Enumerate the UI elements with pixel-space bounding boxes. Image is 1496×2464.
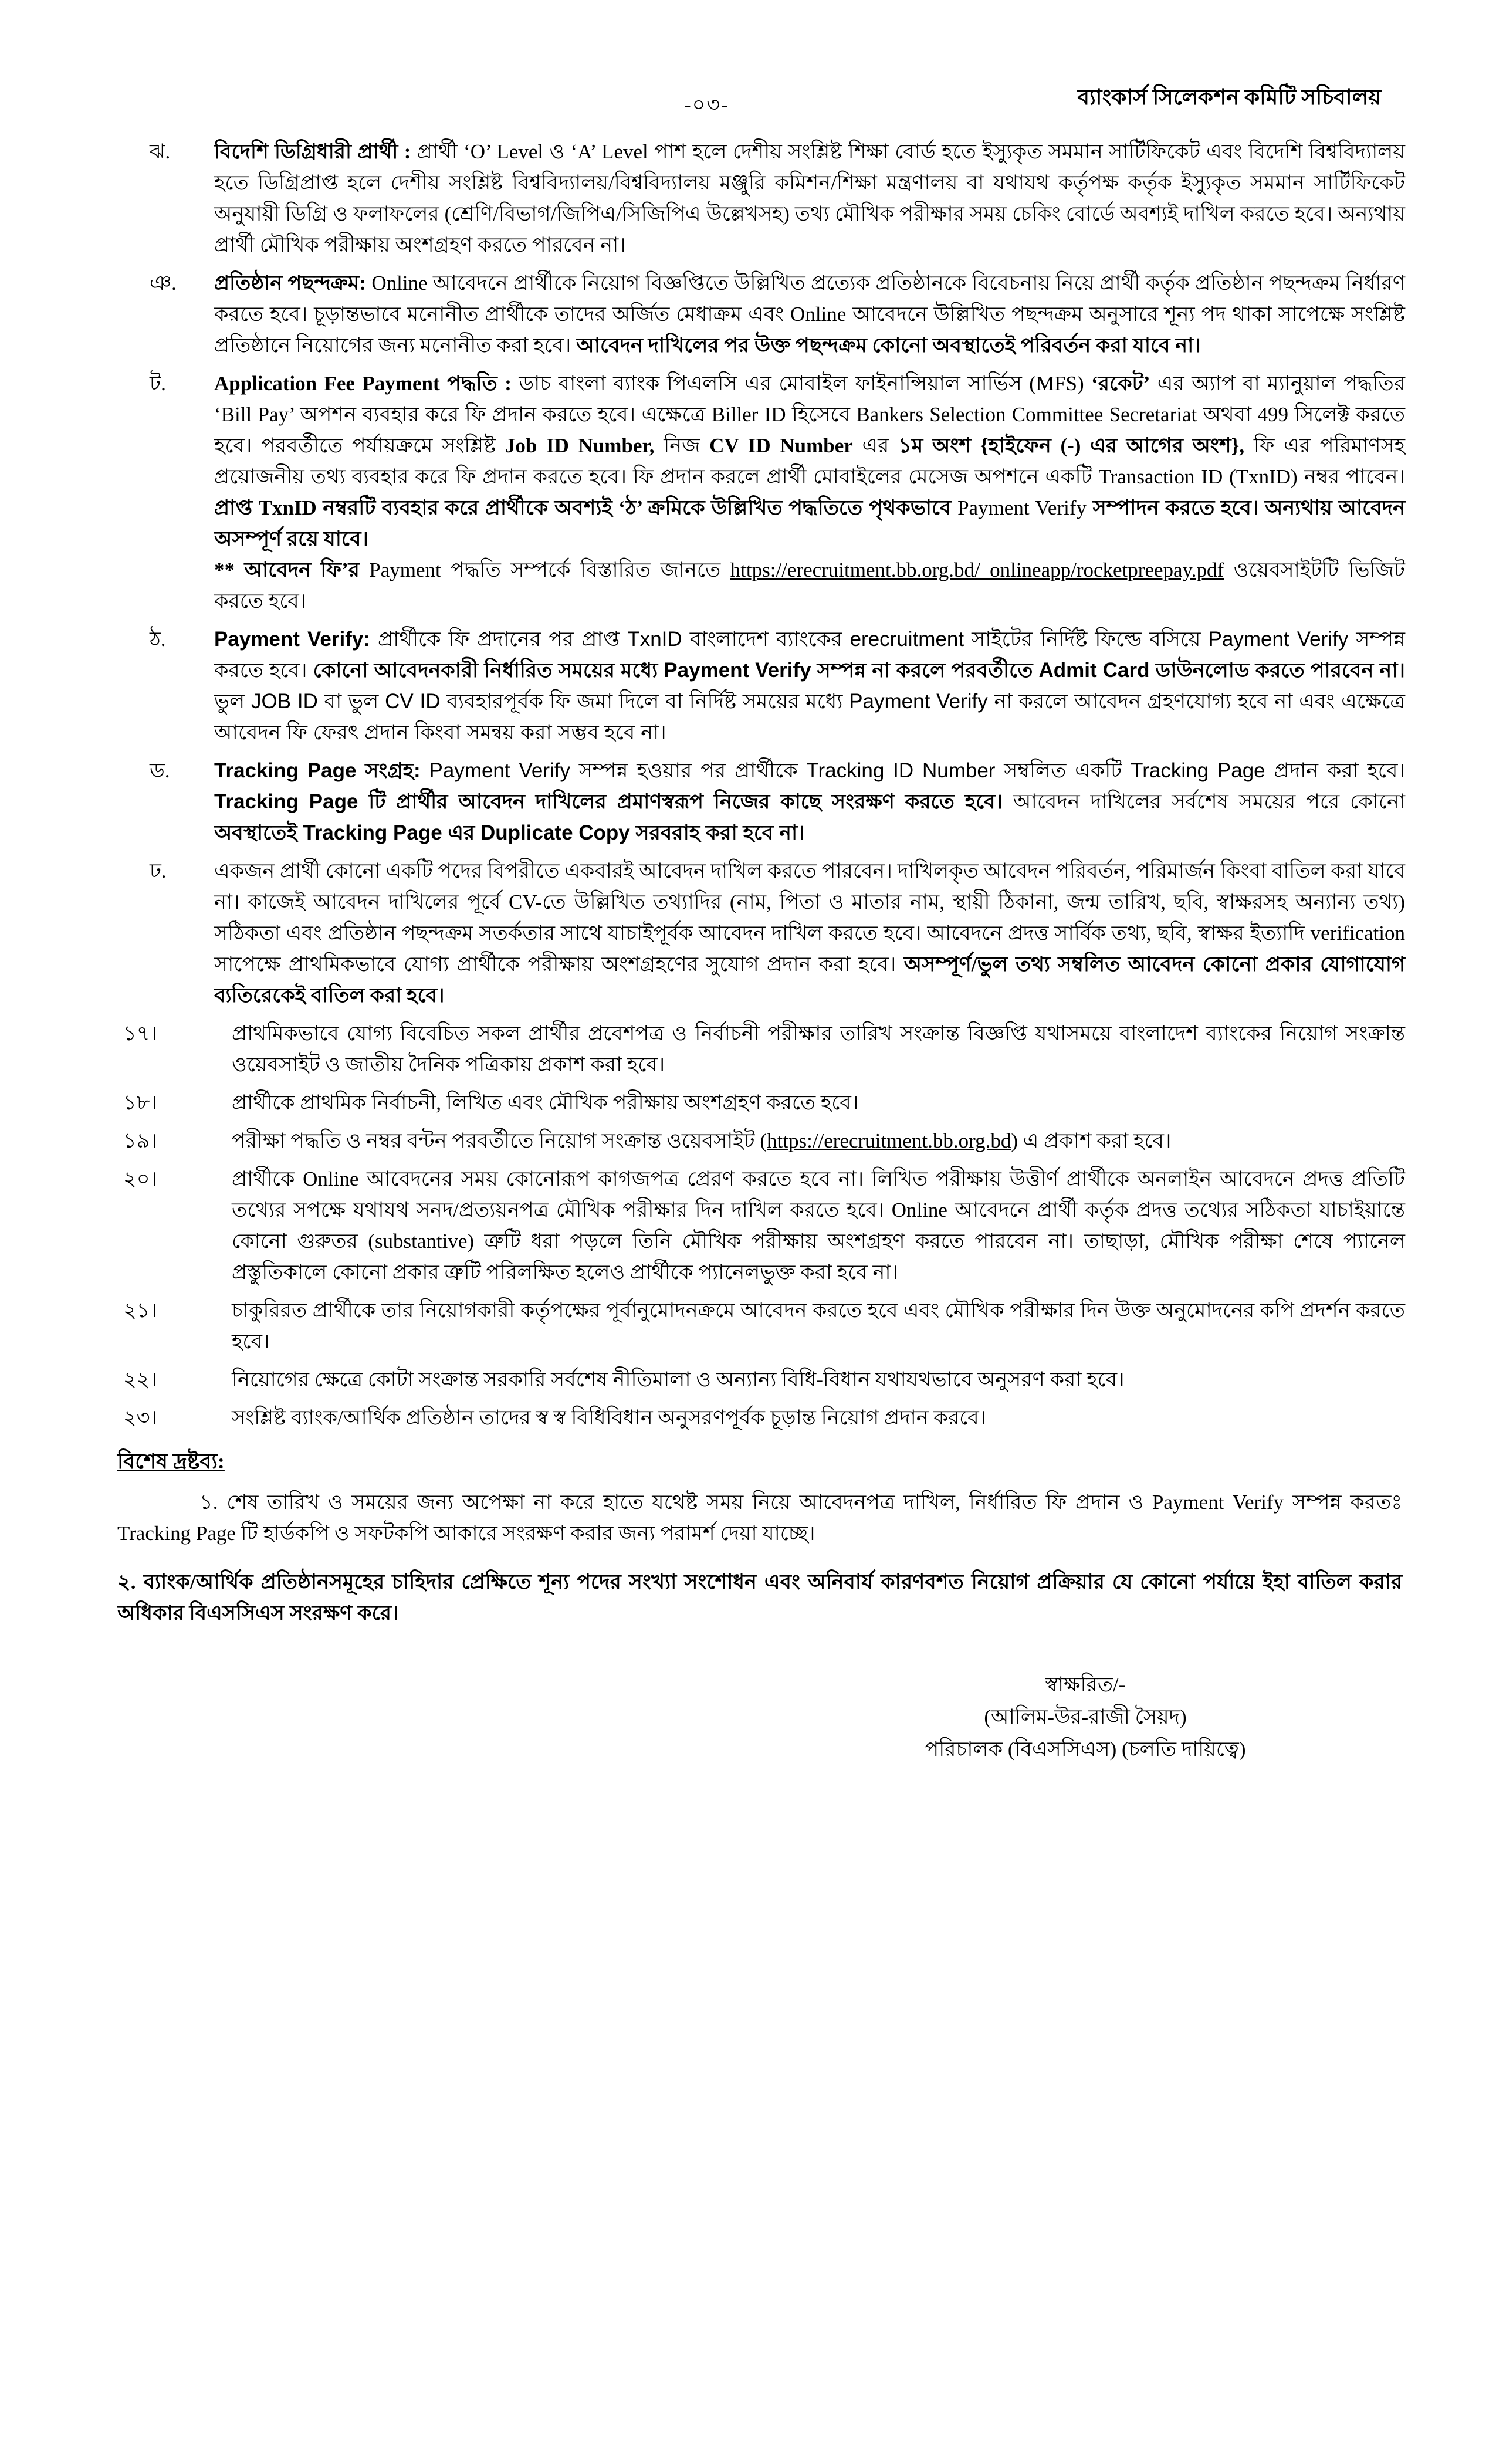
signed-label: স্বাক্ষরিত/- [1045,1673,1126,1696]
item-label-tha: ঠ. [150,628,166,651]
special-note-2: ২. ব্যাংক/আর্থিক প্রতিষ্ঠানসমূহের চাহিদার প্রেক্ষিতে শূন্য পদের সংখ্যা সংশোধন এবং অনিবার্য কারণবশত নিয়োগ প্রক্রিয়ার যে কোনো পর্যায়ে ইহা বাতিল করার অধিকার বিএসসিএস সংরক্ষণ করে। [117,1571,1402,1624]
item-text-dha: একজন প্রার্থী কোনো একটি পদের বিপরীতে একবারই আবেদন দাখিল করতে পারবেন। দাখিলকৃত আবেদন পরিবর্তন, পরিমার্জন কিংবা বাতিল করা যাবে না। কাজেই আবেদন দাখিলের পূর্বে CV-তে উল্লিখিত তথ্যাদির (নাম, পিতা ও মাতার নাম, স্থায়ী ঠিকানা, জন্ম তারিখ, ছবি, স্বাক্ষরসহ অন্যান্য তথ্য) সঠিকতা এবং প্রতিষ্ঠান পছন্দক্রম সতর্কতার সাথে যাচাইপূর্বক আবেদন দাখিল করতে হবে। আবেদনে প্রদত্ত সার্বিক তথ্য, ছবি, স্বাক্ষর ইত্যাদি verification সাপেক্ষে প্রাথমিকভাবে যোগ্য প্রার্থীকে পরীক্ষায় অংশগ্রহণের সুযোগ প্রদান করা হবে। অসম্পূর্ণ/ভুল তথ্য সম্বলিত আবেদন কোনো প্রকার যোগাযোগ ব্যতিরেকেই বাতিল করা হবে। [214,859,1405,1007]
signatory-name: (আলিম-উর-রাজী সৈয়দ) [984,1705,1187,1728]
org-title: ব্যাংকার্স সিলেকশন কমিটি সচিবালয় [1077,86,1381,110]
rocket-prepay-link[interactable]: https://erecruitment.bb.org.bd/ onlineapp/rocketpreepay.pdf [730,559,1224,581]
list-item-da [150,755,1405,848]
list-item-19 [123,1125,1405,1156]
item-text-21: চাকুরিরত প্রার্থীকে তার নিয়োগকারী কর্তৃপক্ষের পূর্বানুমোদনক্রমে আবেদন করতে হবে এবং মৌখিক পরীক্ষার দিন উক্ত অনুমোদনের কপি প্রদর্শন করতে হবে। [232,1299,1405,1353]
list-item-23 [123,1402,1405,1433]
item-text-nio: প্রতিষ্ঠান পছন্দক্রম: Online আবেদনে প্রার্থীকে নিয়োগ বিজ্ঞপ্তিতে উল্লিখিত প্রত্যেক প্রতিষ্ঠানকে বিবেচনায় নিয়ে প্রার্থী কর্তৃক প্রতিষ্ঠান পছন্দক্রম নির্ধারণ করতে হবে। চূড়ান্তভাবে মনোনীত প্রার্থীকে তাদের অর্জিত মেধাক্রম এবং Online আবেদনে উল্লিখিত পছন্দক্রম অনুসারে শূন্য পদ থাকা সাপেক্ষে সংশ্লিষ্ট প্রতিষ্ঠানে নিয়োগের জন্য মনোনীত করা হবে। আবেদন দাখিলের পর উক্ত পছন্দক্রম কোনো অবস্থাতেই পরিবর্তন করা যাবে না। [214,272,1405,357]
item-text-jha: বিদেশি ডিগ্রিধারী প্রার্থী : প্রার্থী ‘O’ Level ও ‘A’ Level পাশ হলে দেশীয় সংশ্লিষ্ট শিক্ষা বোর্ড হতে ইস্যুকৃত সমমান সার্টিফিকেট এবং বিদেশি বিশ্ববিদ্যালয় হতে ডিগ্রিপ্রাপ্ত হলে দেশীয় সংশ্লিষ্ট বিশ্ববিদ্যালয়/বিশ্ববিদ্যালয় মঞ্জুরি কমিশন/শিক্ষা মন্ত্রণালয় বা যথাযথ কর্তৃপক্ষ কর্তৃক ইস্যুকৃত সমমান সার্টিফিকেট অনুযায়ী ডিগ্রি ও ফলাফলের (শ্রেণি/বিভাগ/জিপিএ/সিজিপিএ উল্লেখসহ) তথ্য মৌখিক পরীক্ষার সময় চেকিং বোর্ডে অবশ্যই দাখিল করতে হবে। অন্যথায় প্রার্থী মৌখিক পরীক্ষায় অংশগ্রহণ করতে পারবেন না। [214,140,1405,256]
clause-heading: বিদেশি ডিগ্রিধারী প্রার্থী : [214,140,411,163]
special-note-1: ১. শেষ তারিখ ও সময়ের জন্য অপেক্ষা না করে হাতে যথেষ্ট সময় নিয়ে আবেদনপত্র দাখিল, নির্ধারিত ফি প্রদান ও Payment Verify সম্পন্ন করতঃ Tracking Page টি হার্ডকপি ও সফটকপি আকারে সংরক্ষণ করার জন্য পরামর্শ দেয়া যাচ্ছে। [117,1491,1402,1545]
signatory-title: পরিচালক (বিএসসিএস) (চলতি দায়িত্বে) [925,1738,1246,1761]
list-item-jha [150,136,1405,260]
document-body [0,136,1496,1765]
item-text-20: প্রার্থীকে Online আবেদনের সময় কোনোরূপ কাগজপত্র প্রেরণ করতে হবে না। লিখিত পরীক্ষায় উত্তীর্ণ প্রার্থীকে অনলাইন আবেদনে প্রদত্ত প্রতিটি তথ্যের সপক্ষে যথাযথ সনদ/প্রত্যয়নপত্র মৌখিক পরীক্ষার দিন দাখিল করতে হবে। Online আবেদনে প্রার্থী কর্তৃক প্রদত্ত তথ্যের সঠিকতা যাচাইয়ান্তে কোনো গুরুতর (substantive) ত্রুটি ধরা পড়লে তিনি মৌখিক পরীক্ষায় অংশগ্রহণ করতে পারবেন না। তাছাড়া, মৌখিক পরীক্ষা শেষে প্যানেল প্রস্তুতিকালে কোনো প্রকার ত্রুটি পরিলক্ষিত হলেও প্রার্থীকে প্যানেলভুক্ত করা হবে না। [232,1167,1405,1284]
clause-heading: প্রতিষ্ঠান পছন্দক্রম: [214,272,366,295]
list-item-dha [150,855,1405,1011]
list-item-20 [123,1163,1405,1288]
clause-heading: Application Fee Payment পদ্ধতি : [214,372,512,395]
signature-block [880,1668,1291,1765]
list-item-18 [123,1087,1405,1118]
special-note-heading: বিশেষ দ্রষ্টব্য: [117,1450,225,1473]
item-label-18: ১৮। [123,1091,157,1114]
item-text-23: সংশ্লিষ্ট ব্যাংক/আর্থিক প্রতিষ্ঠান তাদের স্ব স্ব বিধিবিধান অনুসরণপূর্বক চূড়ান্ত নিয়োগ প্রদান করবে। [232,1406,987,1429]
page-number: -০৩- [684,93,729,116]
item-text-da: Tracking Page সংগ্রহ: Payment Verify সম্পন্ন হওয়ার পর প্রার্থীকে Tracking ID Number সম্বলিত একটি Tracking Page প্রদান করা হবে। Tracking Page টি প্রার্থীর আবেদন দাখিলের প্রমাণস্বরূপ নিজের কাছে সংরক্ষণ করতে হবে। আবেদন দাখিলের সর্বশেষ সময়ের পরে কোনো অবস্থাতেই Tracking Page এর Duplicate Copy সরবরাহ করা হবে না। [214,759,1405,844]
erecruitment-link[interactable]: https://erecruitment.bb.org.bd [767,1129,1011,1152]
list-item-nio [150,268,1405,361]
item-label-19: ১৯। [123,1129,157,1152]
item-text-22: নিয়োগের ক্ষেত্রে কোটা সংক্রান্ত সরকারি সর্বশেষ নীতিমালা ও অন্যান্য বিধি-বিধান যথাযথভাবে অনুসরণ করা হবে। [232,1368,1125,1391]
fee-info-note: ** আবেদন ফি’র Payment পদ্ধতি সম্পর্কে বিস্তারিত জানতে https://erecruitment.bb.org.bd/ onlineapp/rocketpreepay.pdf ওয়েবসাইটটি ভিজিট করতে হবে। [214,559,1405,612]
item-label-22: ২২। [123,1368,158,1391]
item-label-ta: ট. [150,372,166,395]
clause-heading: Payment Verify: [214,628,370,651]
item-label-jha: ঝ. [150,140,171,163]
item-label-da: ড. [150,759,170,782]
item-label-23: ২৩। [123,1406,158,1429]
item-text-19: পরীক্ষা পদ্ধতি ও নম্বর বন্টন পরবর্তীতে নিয়োগ সংক্রান্ত ওয়েবসাইট (https://erecruitment.bb.org.bd) এ প্রকাশ করা হবে। [232,1129,1172,1152]
list-item-21 [123,1295,1405,1357]
item-text-18: প্রার্থীকে প্রাথমিক নির্বাচনী, লিখিত এবং মৌখিক পরীক্ষায় অংশগ্রহণ করতে হবে। [232,1091,859,1114]
item-label-dha: ঢ. [150,859,167,882]
list-item-ta [150,368,1405,617]
item-label-21: ২১। [123,1299,157,1322]
list-item-22 [123,1364,1405,1395]
item-label-17: ১৭। [123,1022,157,1045]
item-label-20: ২০। [123,1167,158,1190]
item-label-nio: ঞ. [150,272,177,295]
item-text-ta: Application Fee Payment পদ্ধতি : ডাচ বাংলা ব্যাংক পিএলসি এর মোবাইল ফাইনান্সিয়াল সার্ভিস (MFS) ‘রকেট’ এর অ্যাপ বা ম্যানুয়াল পদ্ধতির ‘Bill Pay’ অপশন ব্যবহার করে ফি প্রদান করতে হবে। এক্ষেত্রে Biller ID হিসেবে Bankers Selection Committee Secretariat অথবা 499 সিলেক্ট করতে হবে। পরবর্তীতে পর্যায়ক্রমে সংশ্লিষ্ট Job ID Number, নিজ CV ID Number এর ১ম অংশ {হাইফেন (-) এর আগের অংশ}, ফি এর পরিমাণসহ প্রয়োজনীয় তথ্য ব্যবহার করে ফি প্রদান করতে হবে। ফি প্রদান করলে প্রার্থী মোবাইলের মেসেজ অপশনে একটি Transaction ID (TxnID) নম্বর পাবেন। প্রাপ্ত TxnID নম্বরটি ব্যবহার করে প্রার্থীকে অবশ্যই ‘ঠ’ ক্রমিকে উল্লিখিত পদ্ধতিতে পৃথকভাবে Payment Verify সম্পাদন করতে হবে। অন্যথায় আবেদন অসম্পূর্ণ রয়ে যাবে। ** আবেদন ফি’র Payment পদ্ধতি সম্পর্কে বিস্তারিত জানতে https://erecruitment.bb.org.bd/ onlineapp/rocketpreepay.pdf ওয়েবসাইটটি ভিজিট করতে হবে। [214,368,1405,617]
list-item-tha [150,624,1405,748]
item-text-17: প্রাথমিকভাবে যোগ্য বিবেচিত সকল প্রার্থীর প্রবেশপত্র ও নির্বাচনী পরীক্ষার তারিখ সংক্রান্ত বিজ্ঞপ্তি যথাসময়ে বাংলাদেশ ব্যাংকের নিয়োগ সংক্রান্ত ওয়েবসাইট ও জাতীয় দৈনিক পত্রিকায় প্রকাশ করা হবে। [232,1022,1405,1076]
item-text-tha: Payment Verify: প্রার্থীকে ফি প্রদানের পর প্রাপ্ত TxnID বাংলাদেশ ব্যাংকের erecruitment সাইটের নির্দিষ্ট ফিল্ডে বসিয়ে Payment Verify সম্পন্ন করতে হবে। কোনো আবেদনকারী নির্ধারিত সময়ের মধ্যে Payment Verify সম্পন্ন না করলে পরবর্তীতে Admit Card ডাউনলোড করতে পারবেন না। ভুল JOB ID বা ভুল CV ID ব্যবহারপূর্বক ফি জমা দিলে বা নির্দিষ্ট সময়ের মধ্যে Payment Verify না করলে আবেদন গ্রহণযোগ্য হবে না এবং এক্ষেত্রে আবেদন ফি ফেরৎ প্রদান কিংবা সমন্বয় করা সম্ভব হবে না। [214,628,1406,744]
list-item-17 [123,1018,1405,1080]
clause-heading: Tracking Page সংগ্রহ: [214,759,421,782]
